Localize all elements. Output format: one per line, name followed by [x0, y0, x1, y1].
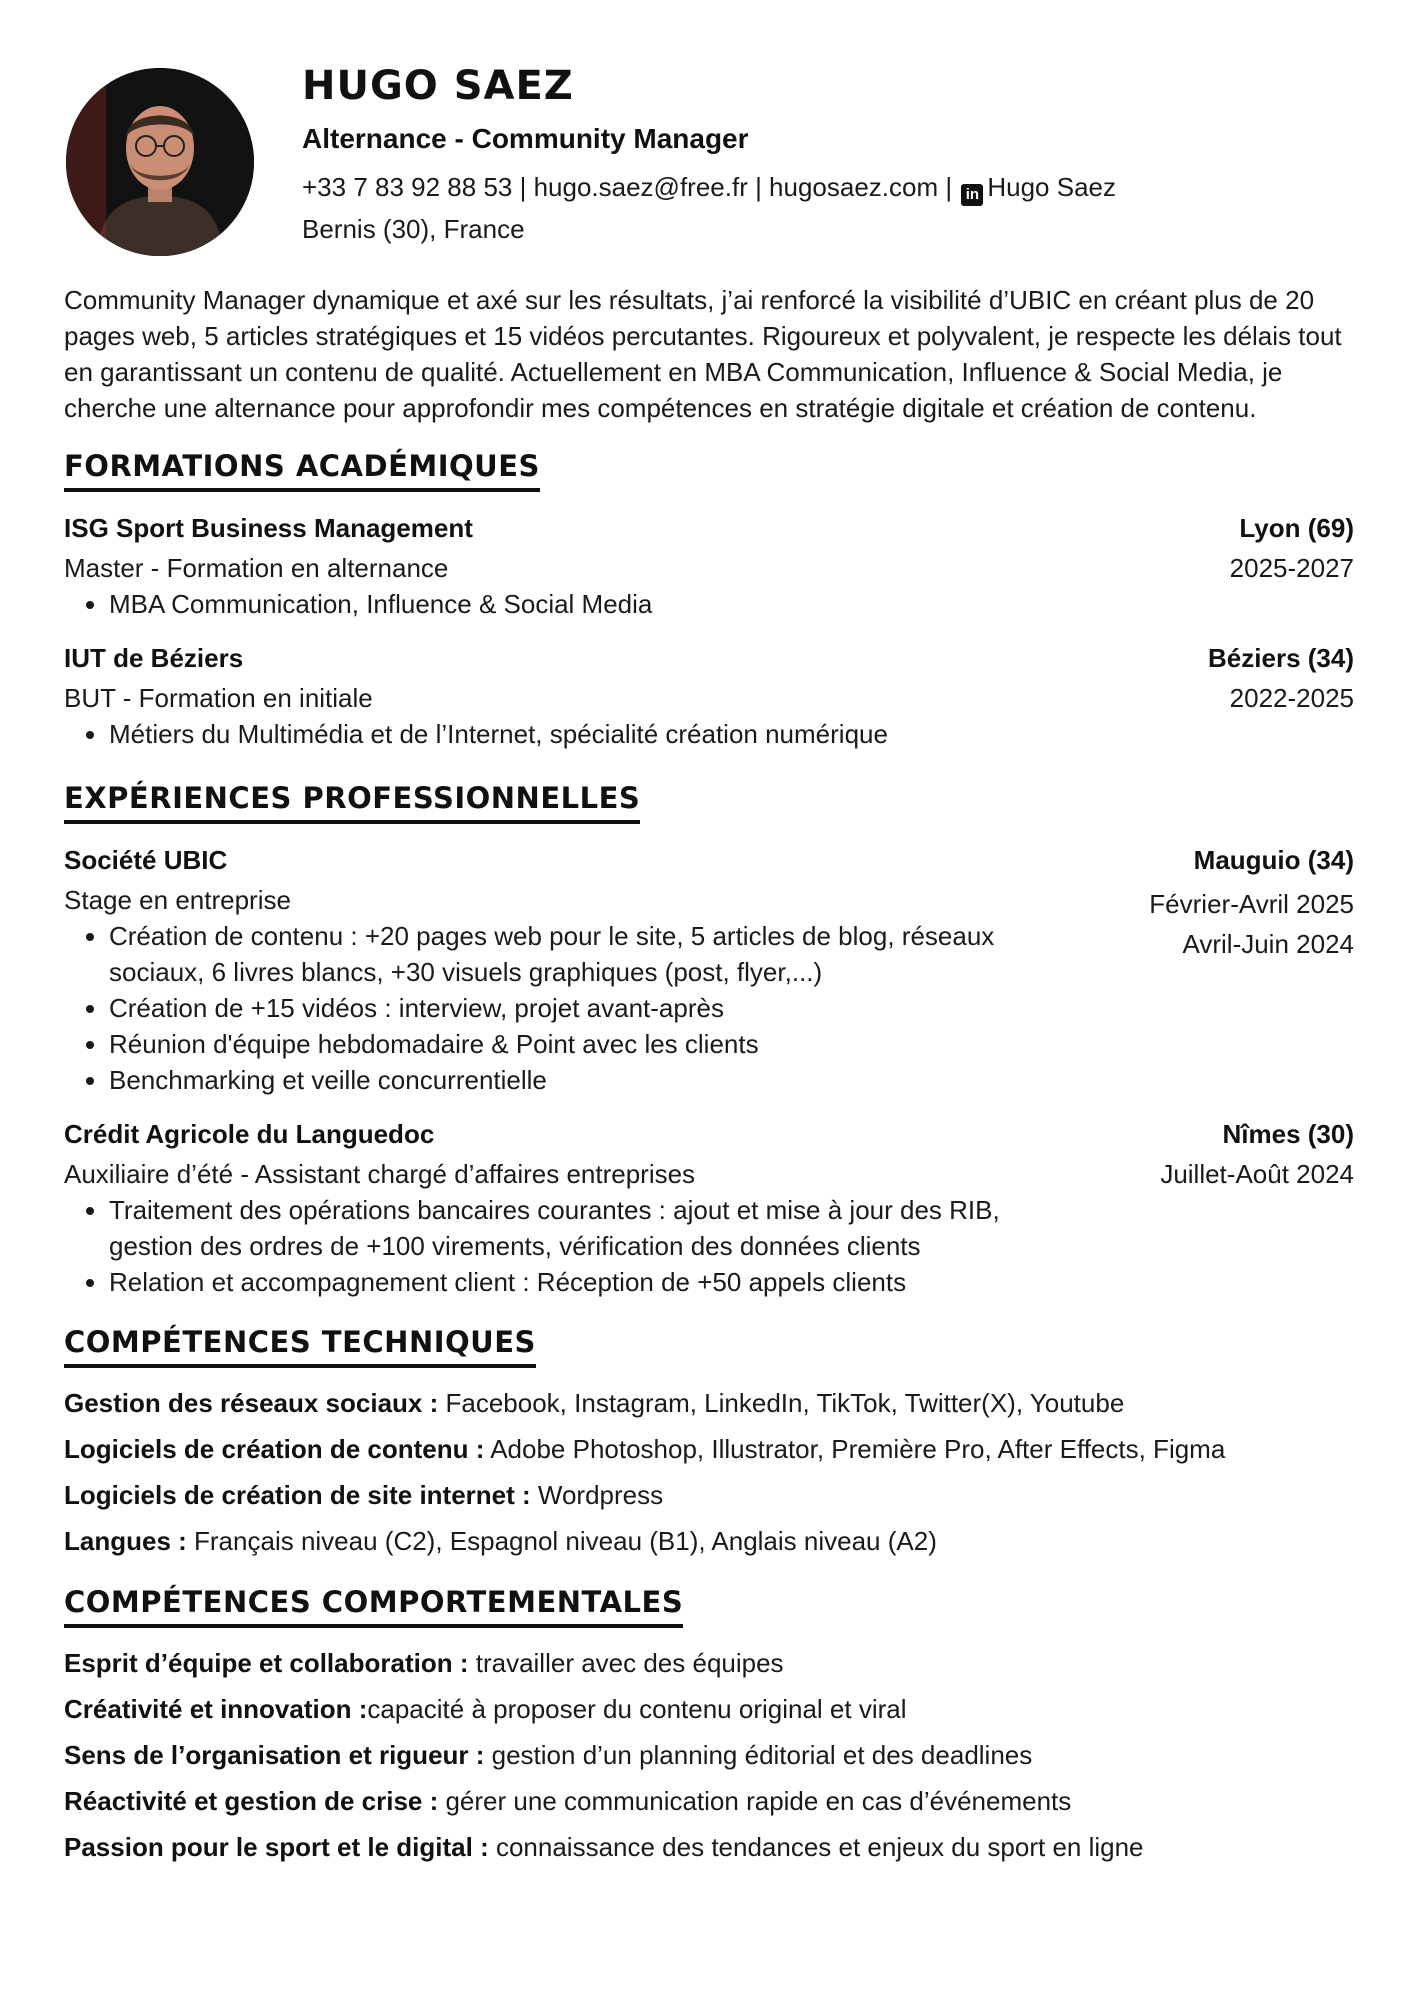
list-item: • Relation et accompagnement client : Réception de +50 appels clients — [109, 1264, 1124, 1300]
skill-row — [64, 1686, 1354, 1732]
contact-line — [302, 166, 1116, 208]
dates: Avril-Juin 2024 — [1182, 929, 1354, 959]
skill-label: Gestion des réseaux sociaux : — [64, 1388, 439, 1418]
list-item: • Création de +15 vidéos : interview, projet avant-après — [109, 990, 1064, 1026]
list-item: • Traitement des opérations bancaires courantes : ajout et mise à jour des RIB, gestion des ordres de +100 virements, vérification des données clients — [109, 1192, 1089, 1264]
section-tech-skills — [64, 1322, 1354, 1564]
skill-row — [64, 1778, 1354, 1824]
dates: 2022-2025 — [1229, 683, 1354, 713]
list-item: • Métiers du Multimédia et de l’Internet, spécialité création numérique — [109, 716, 1354, 752]
skill-label: Langues : — [64, 1526, 187, 1556]
skill-value: Facebook, Instagram, LinkedIn, TikTok, Twitter(X), Youtube — [438, 1388, 1125, 1418]
skill-label: Esprit d’équipe et collaboration : — [64, 1648, 469, 1678]
position: Stage en entreprise — [64, 885, 291, 915]
linkedin-link[interactable]: Hugo Saez — [987, 172, 1117, 202]
linkedin-icon: in — [961, 184, 983, 206]
school-location: Lyon (69) — [1239, 513, 1354, 543]
skill-value: Adobe Photoshop, Illustrator, Première Pro, After Effects, Figma — [484, 1434, 1226, 1464]
school-name: ISG Sport Business Management — [64, 513, 473, 543]
skill-value: travailler avec des équipes — [468, 1648, 784, 1678]
section-soft-skills — [64, 1582, 1354, 1870]
skill-label: Sens de l’organisation et rigueur : — [64, 1740, 485, 1770]
section-title: FORMATIONS ACADÉMIQUES — [64, 446, 540, 492]
skill-row — [64, 1824, 1354, 1870]
skill-value: Wordpress — [530, 1480, 664, 1510]
section-experiences — [64, 778, 1354, 1300]
section-title: COMPÉTENCES COMPORTEMENTALES — [64, 1582, 683, 1628]
dates: 2025-2027 — [1229, 553, 1354, 583]
skill-value: capacité à proposer du contenu original et viral — [367, 1694, 907, 1724]
school-location: Béziers (34) — [1208, 643, 1354, 673]
resume-header — [64, 60, 1354, 260]
list-item: • Benchmarking et veille concurrentielle — [109, 1062, 1064, 1098]
candidate-name: HUGO SAEZ — [302, 63, 574, 109]
job-title: Alternance - Community Manager — [302, 123, 749, 154]
section-title: COMPÉTENCES TECHNIQUES — [64, 1322, 536, 1368]
dates: Février-Avril 2025 — [1149, 889, 1354, 919]
position: Auxiliaire d’été - Assistant chargé d’affaires entreprises — [64, 1159, 696, 1189]
dates: Juillet-Août 2024 — [1160, 1159, 1354, 1189]
skill-value: gérer une communication rapide en cas d’événements — [438, 1786, 1072, 1816]
skill-label: Logiciels de création de contenu : — [64, 1434, 485, 1464]
skill-label: Créativité et innovation : — [64, 1694, 368, 1724]
skill-label: Réactivité et gestion de crise : — [64, 1786, 439, 1816]
experience-entry — [64, 1112, 1354, 1300]
profile-summary: Community Manager dynamique et axé sur les résultats, j’ai renforcé la visibilité d’UBIC en créant plus de 20 pages web, 5 articles stratégiques et 15 vidéos percutantes. Rigoureux et polyvalent, je respecte les délais tout en garantissant un contenu de qualité. Actuellement en MBA Communication, Influence & Social Media, je cherche une alternance pour approfondir mes compétences en stratégie digitale et création de contenu. — [64, 285, 1342, 423]
company-location: Nîmes (30) — [1222, 1119, 1354, 1149]
contact-details: +33 7 83 92 88 53 | hugo.saez@free.fr | hugosaez.com | — [302, 172, 960, 202]
list-item: • MBA Communication, Influence & Social Media — [109, 586, 1354, 622]
skill-label: Passion pour le sport et le digital : — [64, 1832, 489, 1862]
header-info — [302, 60, 1116, 250]
formation-entry — [64, 506, 1354, 622]
skill-value: Français niveau (C2), Espagnol niveau (B1), Anglais niveau (A2) — [186, 1526, 937, 1556]
list-item: • Réunion d'équipe hebdomadaire & Point avec les clients — [109, 1026, 1064, 1062]
degree: Master - Formation en alternance — [64, 553, 449, 583]
company-name: Crédit Agricole du Languedoc — [64, 1119, 435, 1149]
section-formations — [64, 446, 1354, 752]
company-location: Mauguio (34) — [1193, 845, 1354, 875]
resume-page — [64, 60, 1354, 1870]
skill-row — [64, 1426, 1354, 1472]
skill-row — [64, 1518, 1354, 1564]
location: Bernis (30), France — [302, 214, 525, 244]
profile-photo — [66, 68, 254, 256]
skill-label: Logiciels de création de site internet : — [64, 1480, 531, 1510]
experience-entry — [64, 838, 1354, 1098]
company-name: Société UBIC — [64, 845, 228, 875]
skill-row — [64, 1472, 1354, 1518]
section-title: EXPÉRIENCES PROFESSIONNELLES — [64, 778, 640, 824]
skill-row — [64, 1640, 1354, 1686]
degree: BUT - Formation en initiale — [64, 683, 373, 713]
list-item: • Création de contenu : +20 pages web pour le site, 5 articles de blog, réseaux sociaux, 6 livres blancs, +30 visuels graphiques (post, flyer,...) — [109, 918, 1039, 990]
skill-row — [64, 1732, 1354, 1778]
skill-row — [64, 1380, 1354, 1426]
skill-value: gestion d’un planning éditorial et des deadlines — [484, 1740, 1033, 1770]
school-name: IUT de Béziers — [64, 643, 244, 673]
formation-entry — [64, 636, 1354, 752]
avatar — [66, 68, 254, 256]
skill-value: connaissance des tendances et enjeux du sport en ligne — [488, 1832, 1144, 1862]
